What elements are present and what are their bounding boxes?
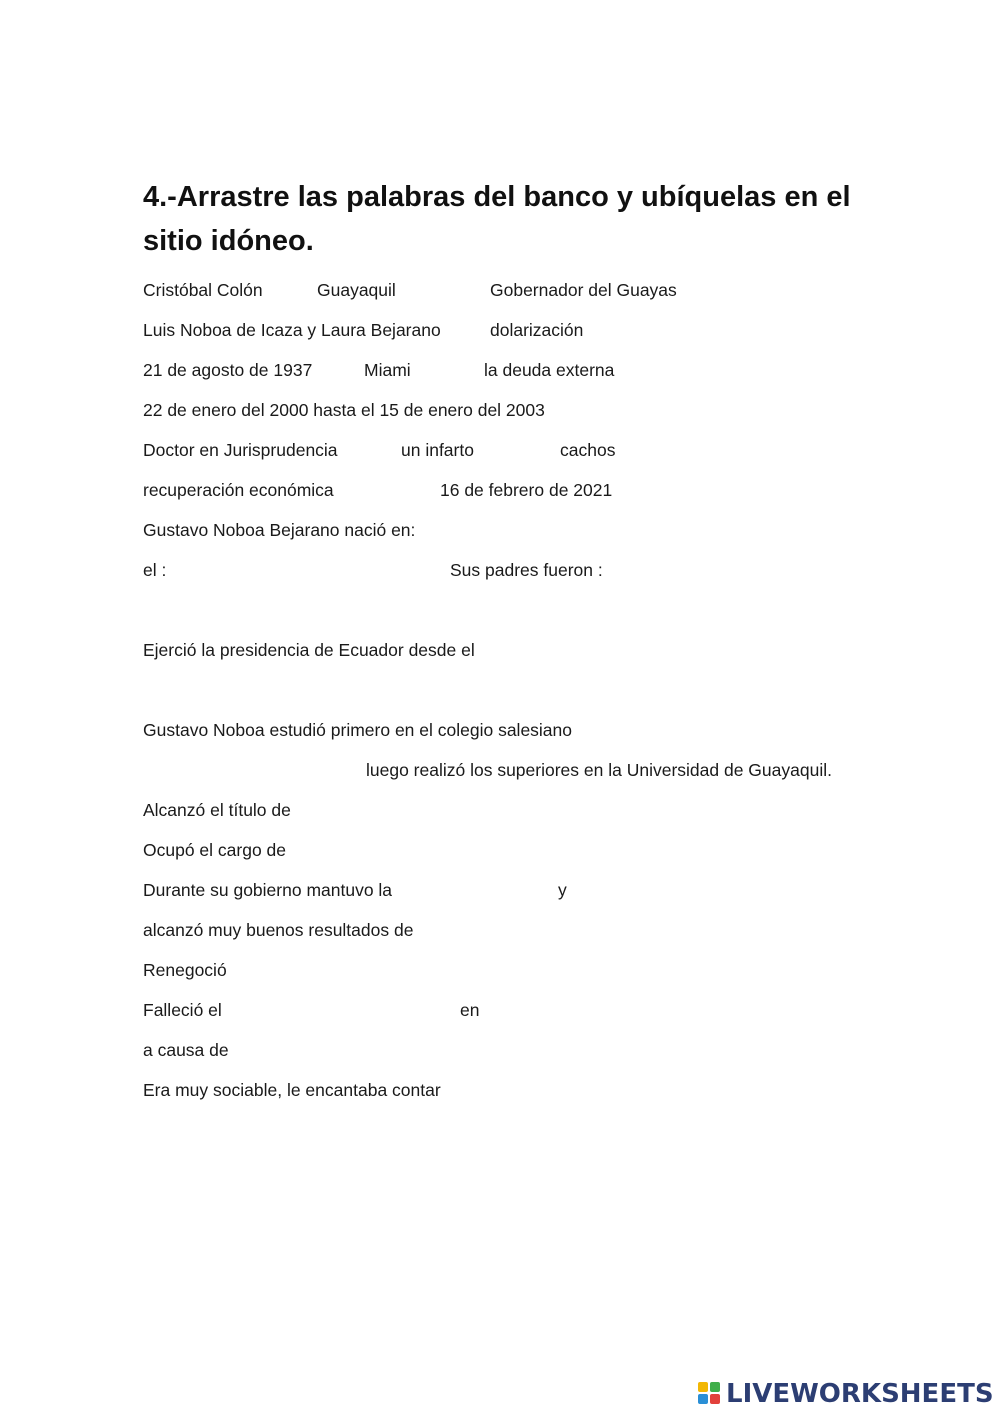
sentence-title-degree: Alcanzó el título de (143, 800, 291, 820)
sentence-results: alcanzó muy buenos resultados de (143, 920, 414, 940)
liveworksheets-brand-text: LIVEWORKSHEETS (726, 1379, 994, 1409)
sentence-cause: a causa de (143, 1040, 229, 1060)
sentence-died: Falleció el (143, 1000, 222, 1020)
word-bank-item[interactable]: Miami (364, 360, 411, 380)
word-bank-item[interactable]: Gobernador del Guayas (490, 280, 677, 300)
sentence-sociable: Era muy sociable, le encantaba contar (143, 1080, 441, 1100)
word-bank-item[interactable]: dolarización (490, 320, 584, 340)
word-bank-item[interactable]: la deuda externa (484, 360, 615, 380)
word-bank-item[interactable]: cachos (560, 440, 616, 460)
sentence-position: Ocupó el cargo de (143, 840, 287, 860)
liveworksheets-logo (698, 1378, 994, 1410)
word-bank-item[interactable]: Luis Noboa de Icaza y Laura Bejarano (143, 320, 441, 340)
sentence-parents: Sus padres fueron : (450, 560, 603, 580)
sentence-superior: luego realizó los superiores en la Universidad de Guayaquil. (366, 760, 832, 780)
sentence-government: Durante su gobierno mantuvo la (143, 880, 393, 900)
sentence-renegotiated: Renegoció (143, 960, 227, 980)
word-bank-item[interactable]: 21 de agosto de 1937 (143, 360, 313, 380)
word-bank-item[interactable]: Doctor en Jurisprudencia (143, 440, 338, 460)
word-bank-item[interactable]: un infarto (401, 440, 474, 460)
sentence-studied: Gustavo Noboa estudió primero en el colegio salesiano (143, 720, 573, 740)
sentence-born-in: Gustavo Noboa Bejarano nació en: (143, 520, 416, 540)
liveworksheets-logo-icon (698, 1382, 722, 1406)
sentence-en: en (460, 1000, 480, 1020)
exercise-title: 4.-Arrastre las palabras del banco y ubíquelas en el sitio idóneo. (143, 181, 851, 257)
word-bank-item[interactable]: recuperación económica (143, 480, 334, 500)
word-bank-item[interactable]: 16 de febrero de 2021 (440, 480, 613, 500)
sentence-y: y (558, 880, 567, 900)
word-bank-item[interactable]: Guayaquil (317, 280, 396, 300)
sentence-el: el : (143, 560, 167, 580)
word-bank-item[interactable]: 22 de enero del 2000 hasta el 15 de enero del 2003 (143, 400, 545, 420)
sentence-presidency: Ejerció la presidencia de Ecuador desde el (143, 640, 475, 660)
word-bank-item[interactable]: Cristóbal Colón (143, 280, 263, 300)
